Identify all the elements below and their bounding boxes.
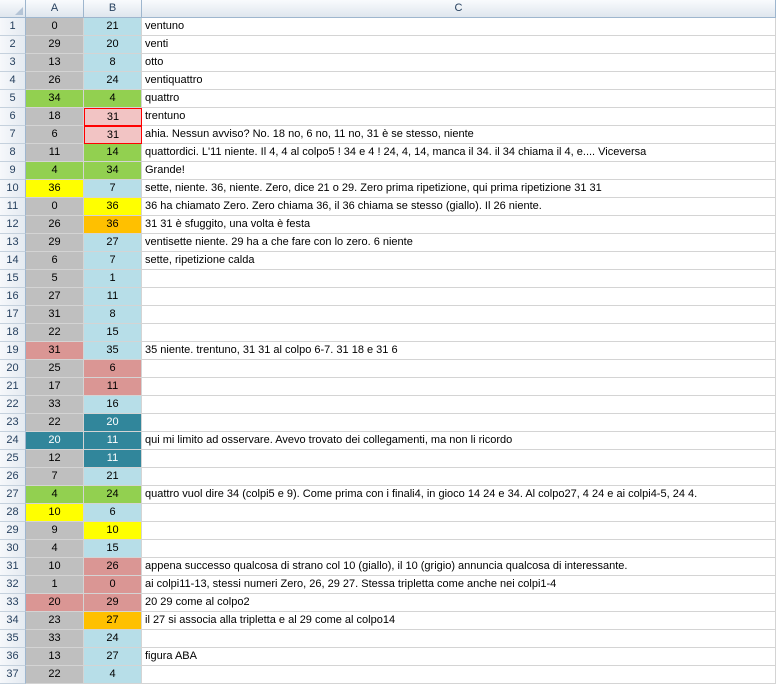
cell-c[interactable]: 35 niente. trentuno, 31 31 al colpo 6-7. 31 18 e 31 6 bbox=[142, 342, 776, 360]
cell-c[interactable]: otto bbox=[142, 54, 776, 72]
cell-a[interactable]: 27 bbox=[26, 288, 84, 306]
row-header[interactable]: 17 bbox=[0, 306, 26, 324]
sheet-row bbox=[0, 144, 776, 162]
sheet-row bbox=[0, 576, 776, 594]
row-header[interactable]: 3 bbox=[0, 54, 26, 72]
row-header[interactable]: 15 bbox=[0, 270, 26, 288]
cell-a[interactable]: 10 bbox=[26, 558, 84, 576]
cell-b[interactable]: 11 bbox=[84, 432, 142, 450]
cell-a[interactable]: 11 bbox=[26, 144, 84, 162]
sheet-row bbox=[0, 504, 776, 522]
sheet-row bbox=[0, 180, 776, 198]
row-header[interactable]: 24 bbox=[0, 432, 26, 450]
cell-b[interactable]: 34 bbox=[84, 162, 142, 180]
cell-a[interactable]: 25 bbox=[26, 360, 84, 378]
cell-c[interactable]: Grande! bbox=[142, 162, 776, 180]
sheet-row bbox=[0, 414, 776, 432]
cell-a[interactable]: 22 bbox=[26, 666, 84, 684]
row-header[interactable]: 26 bbox=[0, 468, 26, 486]
cell-c[interactable]: appena successo qualcosa di strano col 10 (giallo), il 10 (grigio) annuncia qualcosa di interessante. bbox=[142, 558, 776, 576]
sheet-row bbox=[0, 360, 776, 378]
cell-c[interactable]: quattordici. L'11 niente. Il 4, 4 al colpo5 ! 34 e 4 ! 24, 4, 14, manca il 34. il 34 chiama il 4, e.... Viceversa bbox=[142, 144, 776, 162]
row-header[interactable]: 19 bbox=[0, 342, 26, 360]
cell-b[interactable]: 4 bbox=[84, 90, 142, 108]
cell-c[interactable]: ventuno bbox=[142, 18, 776, 36]
row-header[interactable]: 12 bbox=[0, 216, 26, 234]
sheet-row bbox=[0, 216, 776, 234]
cell-c[interactable]: 36 ha chiamato Zero. Zero chiama 36, il 36 chiama se stesso (giallo). Il 26 niente. bbox=[142, 198, 776, 216]
cell-a[interactable]: 5 bbox=[26, 270, 84, 288]
cell-a[interactable]: 29 bbox=[26, 36, 84, 54]
cell-c[interactable]: quattro vuol dire 34 (colpi5 e 9). Come prima con i finali4, in gioco 14 24 e 34. Al colpo27, 4 24 e ai colpi4-5, 24 4. bbox=[142, 486, 776, 504]
sheet-row bbox=[0, 378, 776, 396]
sheet-row bbox=[0, 324, 776, 342]
cell-c[interactable] bbox=[142, 378, 776, 396]
cell-a[interactable]: 4 bbox=[26, 486, 84, 504]
cell-c[interactable]: trentuno bbox=[142, 108, 776, 126]
row-header[interactable]: 1 bbox=[0, 18, 26, 36]
cell-b[interactable]: 35 bbox=[84, 342, 142, 360]
cell-b[interactable]: 11 bbox=[84, 288, 142, 306]
row-header[interactable]: 32 bbox=[0, 576, 26, 594]
cell-b[interactable]: 11 bbox=[84, 450, 142, 468]
cell-c[interactable]: ahia. Nessun avviso? No. 18 no, 6 no, 11 no, 31 è se stesso, niente bbox=[142, 126, 776, 144]
cell-c[interactable] bbox=[142, 396, 776, 414]
cell-c[interactable]: ai colpi11-13, stessi numeri Zero, 26, 29 27. Stessa tripletta come anche nei colpi1-4 bbox=[142, 576, 776, 594]
cell-b[interactable]: 21 bbox=[84, 468, 142, 486]
cell-a[interactable]: 29 bbox=[26, 234, 84, 252]
column-header-b[interactable]: B bbox=[84, 0, 142, 17]
cell-a[interactable]: 31 bbox=[26, 342, 84, 360]
cell-b[interactable]: 6 bbox=[84, 360, 142, 378]
cell-a[interactable]: 33 bbox=[26, 396, 84, 414]
cell-b[interactable]: 24 bbox=[84, 630, 142, 648]
cell-b[interactable]: 20 bbox=[84, 36, 142, 54]
sheet-row bbox=[0, 306, 776, 324]
cell-b[interactable]: 4 bbox=[84, 666, 142, 684]
cell-b[interactable]: 0 bbox=[84, 576, 142, 594]
cell-b[interactable]: 14 bbox=[84, 144, 142, 162]
cell-a[interactable]: 17 bbox=[26, 378, 84, 396]
cell-b[interactable]: 21 bbox=[84, 18, 142, 36]
cell-c[interactable]: figura ABA bbox=[142, 648, 776, 666]
select-all-corner[interactable] bbox=[0, 0, 26, 17]
cell-b[interactable]: 8 bbox=[84, 306, 142, 324]
cell-b[interactable]: 15 bbox=[84, 540, 142, 558]
sheet-row bbox=[0, 108, 776, 126]
cell-a[interactable]: 26 bbox=[26, 72, 84, 90]
column-header-bar bbox=[0, 0, 776, 18]
cell-b[interactable]: 31 bbox=[84, 108, 142, 126]
row-header[interactable]: 8 bbox=[0, 144, 26, 162]
cell-c[interactable]: il 27 si associa alla tripletta e al 29 come al colpo14 bbox=[142, 612, 776, 630]
row-header[interactable]: 23 bbox=[0, 414, 26, 432]
sheet-row bbox=[0, 450, 776, 468]
cell-b[interactable]: 15 bbox=[84, 324, 142, 342]
cell-b[interactable]: 11 bbox=[84, 378, 142, 396]
cell-a[interactable]: 18 bbox=[26, 108, 84, 126]
column-header-a[interactable]: A bbox=[26, 0, 84, 17]
cell-c[interactable] bbox=[142, 324, 776, 342]
grid-body bbox=[0, 18, 776, 684]
cell-c[interactable]: venti bbox=[142, 36, 776, 54]
cell-b[interactable]: 6 bbox=[84, 504, 142, 522]
row-header[interactable]: 10 bbox=[0, 180, 26, 198]
sheet-row bbox=[0, 522, 776, 540]
sheet-row bbox=[0, 36, 776, 54]
row-header[interactable]: 16 bbox=[0, 288, 26, 306]
row-header[interactable]: 36 bbox=[0, 648, 26, 666]
cell-b[interactable]: 36 bbox=[84, 216, 142, 234]
sheet-row bbox=[0, 72, 776, 90]
sheet-row bbox=[0, 432, 776, 450]
cell-c[interactable]: qui mi limito ad osservare. Avevo trovato dei collegamenti, ma non li ricordo bbox=[142, 432, 776, 450]
row-header[interactable]: 21 bbox=[0, 378, 26, 396]
row-header[interactable]: 27 bbox=[0, 486, 26, 504]
cell-a[interactable]: 6 bbox=[26, 252, 84, 270]
row-header[interactable]: 30 bbox=[0, 540, 26, 558]
cell-b[interactable]: 20 bbox=[84, 414, 142, 432]
sheet-row bbox=[0, 468, 776, 486]
cell-b[interactable]: 7 bbox=[84, 252, 142, 270]
sheet-row bbox=[0, 630, 776, 648]
cell-c[interactable] bbox=[142, 360, 776, 378]
cell-c[interactable]: 20 29 come al colpo2 bbox=[142, 594, 776, 612]
cell-a[interactable]: 7 bbox=[26, 468, 84, 486]
cell-a[interactable]: 33 bbox=[26, 630, 84, 648]
row-header[interactable]: 29 bbox=[0, 522, 26, 540]
row-header[interactable]: 22 bbox=[0, 396, 26, 414]
sheet-row bbox=[0, 540, 776, 558]
row-header[interactable]: 31 bbox=[0, 558, 26, 576]
sheet-row bbox=[0, 270, 776, 288]
cell-b[interactable]: 10 bbox=[84, 522, 142, 540]
cell-a[interactable]: 13 bbox=[26, 54, 84, 72]
cell-b[interactable]: 27 bbox=[84, 612, 142, 630]
cell-b[interactable]: 26 bbox=[84, 558, 142, 576]
cell-a[interactable]: 20 bbox=[26, 594, 84, 612]
cell-c[interactable] bbox=[142, 522, 776, 540]
cell-c[interactable] bbox=[142, 450, 776, 468]
sheet-row bbox=[0, 558, 776, 576]
sheet-row bbox=[0, 162, 776, 180]
sheet-row bbox=[0, 486, 776, 504]
cell-b[interactable]: 27 bbox=[84, 648, 142, 666]
cell-c[interactable] bbox=[142, 270, 776, 288]
cell-a[interactable]: 4 bbox=[26, 162, 84, 180]
cell-c[interactable] bbox=[142, 630, 776, 648]
row-header[interactable]: 13 bbox=[0, 234, 26, 252]
cell-b[interactable]: 7 bbox=[84, 180, 142, 198]
cell-c[interactable] bbox=[142, 306, 776, 324]
cell-c[interactable] bbox=[142, 540, 776, 558]
row-header[interactable]: 11 bbox=[0, 198, 26, 216]
sheet-row bbox=[0, 90, 776, 108]
cell-b[interactable]: 31 bbox=[84, 126, 142, 144]
cell-a[interactable]: 0 bbox=[26, 198, 84, 216]
cell-a[interactable]: 6 bbox=[26, 126, 84, 144]
cell-a[interactable]: 22 bbox=[26, 324, 84, 342]
cell-a[interactable]: 0 bbox=[26, 18, 84, 36]
cell-b[interactable]: 24 bbox=[84, 72, 142, 90]
cell-a[interactable]: 20 bbox=[26, 432, 84, 450]
row-header[interactable]: 33 bbox=[0, 594, 26, 612]
sheet-row bbox=[0, 288, 776, 306]
sheet-row bbox=[0, 612, 776, 630]
cell-a[interactable]: 36 bbox=[26, 180, 84, 198]
row-header[interactable]: 7 bbox=[0, 126, 26, 144]
cell-b[interactable]: 8 bbox=[84, 54, 142, 72]
row-header[interactable]: 14 bbox=[0, 252, 26, 270]
row-header[interactable]: 2 bbox=[0, 36, 26, 54]
cell-c[interactable]: sette, ripetizione calda bbox=[142, 252, 776, 270]
sheet-row bbox=[0, 648, 776, 666]
sheet-row bbox=[0, 126, 776, 144]
cell-c[interactable]: 31 31 è sfuggito, una volta è festa bbox=[142, 216, 776, 234]
cell-c[interactable] bbox=[142, 504, 776, 522]
cell-c[interactable] bbox=[142, 414, 776, 432]
cell-b[interactable]: 29 bbox=[84, 594, 142, 612]
cell-a[interactable]: 34 bbox=[26, 90, 84, 108]
sheet-row bbox=[0, 342, 776, 360]
cell-b[interactable]: 24 bbox=[84, 486, 142, 504]
cell-a[interactable]: 4 bbox=[26, 540, 84, 558]
row-header[interactable]: 5 bbox=[0, 90, 26, 108]
cell-a[interactable]: 23 bbox=[26, 612, 84, 630]
cell-b[interactable]: 27 bbox=[84, 234, 142, 252]
cell-a[interactable]: 9 bbox=[26, 522, 84, 540]
row-header[interactable]: 37 bbox=[0, 666, 26, 684]
cell-c[interactable]: ventiquattro bbox=[142, 72, 776, 90]
sheet-row bbox=[0, 396, 776, 414]
sheet-row bbox=[0, 234, 776, 252]
sheet-row bbox=[0, 594, 776, 612]
cell-c[interactable]: sette, niente. 36, niente. Zero, dice 21 o 29. Zero prima ripetizione, qui prima ripetizione 31 31 bbox=[142, 180, 776, 198]
sheet-row bbox=[0, 54, 776, 72]
cell-a[interactable]: 13 bbox=[26, 648, 84, 666]
row-header[interactable]: 18 bbox=[0, 324, 26, 342]
column-header-c[interactable]: C bbox=[142, 0, 776, 17]
row-header[interactable]: 28 bbox=[0, 504, 26, 522]
cell-c[interactable] bbox=[142, 468, 776, 486]
sheet-row bbox=[0, 252, 776, 270]
cell-c[interactable]: quattro bbox=[142, 90, 776, 108]
cell-a[interactable]: 31 bbox=[26, 306, 84, 324]
cell-a[interactable]: 22 bbox=[26, 414, 84, 432]
row-header[interactable]: 9 bbox=[0, 162, 26, 180]
sheet-row bbox=[0, 666, 776, 684]
cell-a[interactable]: 10 bbox=[26, 504, 84, 522]
sheet-row bbox=[0, 18, 776, 36]
row-header[interactable]: 35 bbox=[0, 630, 26, 648]
sheet-row bbox=[0, 198, 776, 216]
cell-b[interactable]: 1 bbox=[84, 270, 142, 288]
cell-a[interactable]: 12 bbox=[26, 450, 84, 468]
row-header[interactable]: 6 bbox=[0, 108, 26, 126]
row-header[interactable]: 25 bbox=[0, 450, 26, 468]
row-header[interactable]: 20 bbox=[0, 360, 26, 378]
cell-c[interactable] bbox=[142, 666, 776, 684]
cell-b[interactable]: 16 bbox=[84, 396, 142, 414]
cell-b[interactable]: 36 bbox=[84, 198, 142, 216]
cell-a[interactable]: 26 bbox=[26, 216, 84, 234]
cell-a[interactable]: 1 bbox=[26, 576, 84, 594]
cell-c[interactable] bbox=[142, 288, 776, 306]
row-header[interactable]: 34 bbox=[0, 612, 26, 630]
row-header[interactable]: 4 bbox=[0, 72, 26, 90]
cell-c[interactable]: ventisette niente. 29 ha a che fare con lo zero. 6 niente bbox=[142, 234, 776, 252]
